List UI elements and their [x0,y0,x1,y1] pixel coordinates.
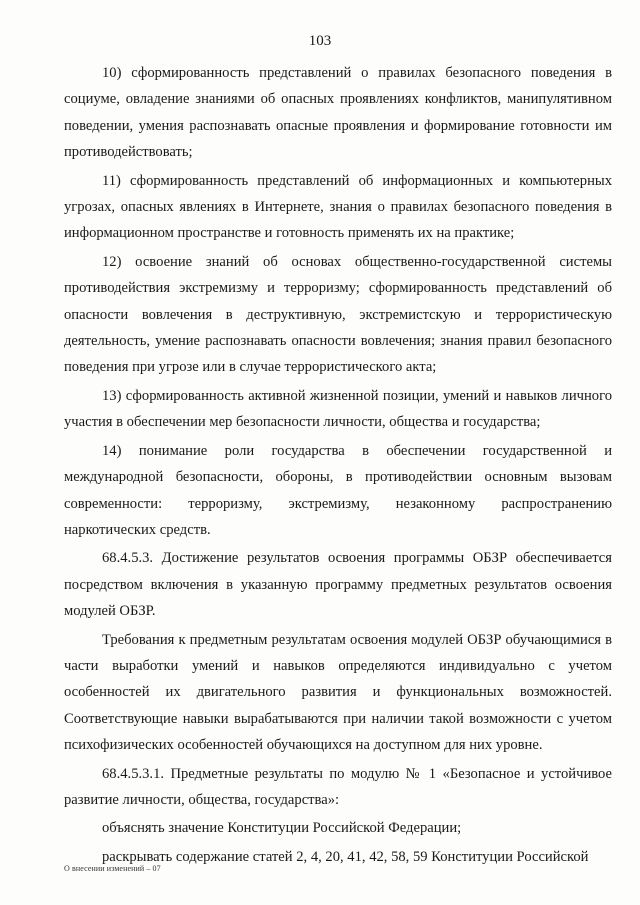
paragraph-requirements: Требования к предметным результатам освоения модулей ОБЗР обучающимися в части выработки умений и навыков определяются индивидуально с учетом особенностей их двигательного развития и функциональных возможностей. Соответствующие навыки вырабатываются при наличии такой возможности с учетом психофизических особенностей обучающихся на доступном для них уровне. [64,631,612,754]
paragraph-section-68-4-5-3: 68.4.5.3. Достижение результатов освоения программы ОБЗР обеспечивается посредством включения в указанную программу предметных результатов освоения модулей ОБЗР. [64,550,612,620]
page-number: 103 [308,33,332,49]
paragraph-item-12: 12) освоение знаний об основах общественно-государственной системы противодействия экстремизму и терроризму; сформированность представлений об опасности вовлечения в деструктивную, экстремистскую и террористическую деятельность, умение распознавать опасности вовлечения; знания правил безопасного поведения при угрозе или в случае террористического акта; [64,253,612,376]
paragraph-item-14: 14) понимание роли государства в обеспечении государственной и международной безопасности, обороны, в противодействии основным вызовам современности: терроризму, экстремизму, незаконному распространению наркотических средств. [64,442,612,538]
paragraph-item-10: 10) сформированность представлений о правилах безопасного поведения в социуме, овладение знаниями об опасных проявлениях конфликтов, манипулятивном поведении, умения распознавать опасные проявления и формирование готовности им противодействовать; [64,65,612,161]
paragraph-item-13: 13) сформированность активной жизненной позиции, умений и навыков личного участия в обеспечении мер безопасности личности, общества и государства; [64,387,612,431]
paragraph-constitution-articles: раскрывать содержание статей 2, 4, 20, 41, 42, 58, 59 Конституции Российской [102,848,589,865]
paragraph-section-68-4-5-3-1: 68.4.5.3.1. Предметные результаты по модулю № 1 «Безопасное и устойчивое развитие личности, общества, государства»: [64,765,612,808]
paragraph-item-11: 11) сформированность представлений об информационных и компьютерных угрозах, опасных явлениях в Интернете, знания о правилах безопасного поведения в информационном пространстве и готовность применять их на практике; [64,172,612,242]
document-body [64,60,612,870]
page-footer: О внесении изменений – 07 [64,864,161,873]
paragraph-constitution-meaning: объяснять значение Конституции Российской Федерации; [102,820,462,837]
